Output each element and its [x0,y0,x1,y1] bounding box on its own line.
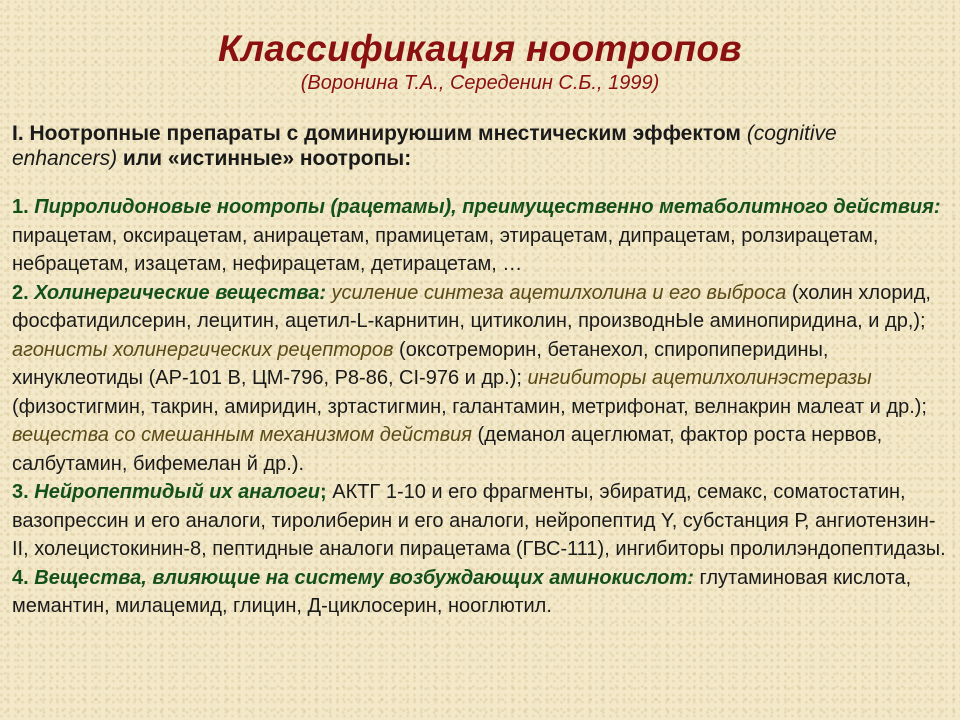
item-heading-semicolon: ; [320,481,327,503]
item-heading: Вещества, влияющие на систему возбуждающих аминокислот: [34,566,694,589]
item-heading: Нейропептидый их аналоги [34,481,320,503]
classification-list [12,193,948,621]
item-text: (оксотреморин, бетанехол, спиропиперидины, хинуклеотиды (АР-101 В, ЦМ-796, Р8-86, СI-976 и др.); [12,338,829,389]
slide-subtitle: (Воронина Т.А., Середенин С.Б., 1999) [300,72,660,94]
item-text: пирацетам, оксирацетам, анирацетам, прамицетам, этирацетам, дипрацетам, ролзирацетам, небрацетам, изацетам, нефирацетам, детирацетам, … [12,224,879,275]
item-subgroup: вещества со смешанным механизмом действия [12,424,472,446]
item-text: АКТГ 1-10 и его фрагменты, эбиратид, семакс, соматостатин, вазопрессин и его аналоги, тиролиберин и его аналоги, нейропептид Y, субстанция Р, ангиотензин-II, холецистокинин-8, пептидные аналоги пирацетама (ГВС-111), ингибиторы пролилэндопептидазы. [12,481,946,560]
item-text: (деманол ацеглюмат, фактор роста нервов, салбутамин, бифемелан й др.). [12,424,883,475]
slide-title: Классификация ноотропов [218,28,742,69]
item-subgroup: усиление синтеза ацетилхолина и его выброса [325,281,787,304]
item-heading-colon: : [933,196,941,218]
item-number: 2. [12,281,29,304]
list-item-3 [12,478,948,564]
section-heading-tail: или «истинные» ноотропы: [122,147,412,170]
section-heading [12,121,942,171]
section-heading-english: (cognitive enhancers) [12,122,837,170]
item-text: (холин хлорид, фосфатидилсерин, лецитин, ацетил-L-карнитин, цитиколин, производнЫе аминопиридина, и др,); [12,281,931,332]
item-text: (физостигмин, такрин, амиридин, зртастигмин, галантамин, метрифонат, велнакрин малеат и др.); [12,395,927,418]
item-heading: Холинергические вещества: [34,281,326,304]
item-text: глутаминовая кислота, мемантин, милацемид, глицин, Д-циклосерин, нооглютил. [12,566,912,617]
item-number: 1. [12,196,29,218]
item-subgroup: агонисты холинергических рецепторов [12,338,394,361]
list-item-1 [12,193,948,279]
item-heading: Пирролидоновые ноотропы (рацетамы), преимущественно метаболитного действия [34,196,934,218]
item-number: 3. [12,481,29,503]
item-number: 4. [12,566,29,589]
item-subgroup: ингибиторы ацетилхолинэстеразы [527,367,872,389]
list-item-2 [12,279,948,479]
list-item-4 [12,564,948,621]
section-heading-main: I. Ноотропные препараты с доминируюшим мнестическим эффектом [12,122,741,145]
